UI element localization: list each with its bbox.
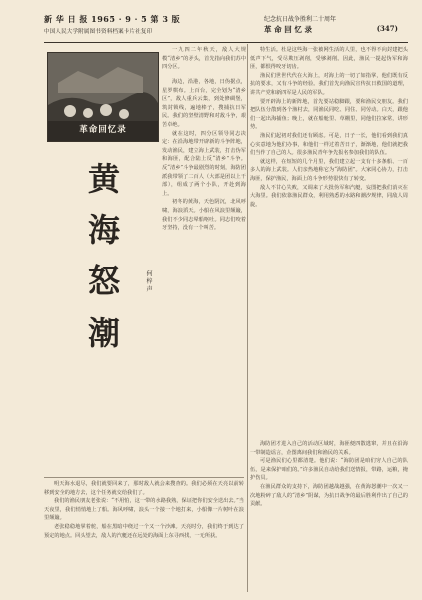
masthead: 新 华 日 报 1965 · 9 · 5 第 3 版: [44, 14, 181, 24]
masthead-subline: 中国人民大学附属图书资料档案卡片社复印: [44, 29, 153, 35]
header-left: [44, 14, 244, 35]
paragraph: 我们的渔民朋友老张说：“不用怕，这一带的水路我熟，保证把你们安全送出去。”当天夜里，我们悄悄地上了船。海风呼啸，浪头一个接一个地打来，小船像一片树叶在浪里颠簸。: [44, 498, 244, 522]
paragraph: 就在这时，四分区领导同志决定：在沿海地带开辟新的斗争阵地，发动渔民，建立海上武装，打击伪军和海匪，配合陆上反“清乡”斗争。反“清乡”斗争最剧烈的时刻，海防团派我带领了二百人（大部是团以上干部），组成了两个小队，开赴到海上。: [162, 130, 246, 197]
paragraph: 一九四二年秋天，敌人大规模“清乡”的矛头，首先指向我们苏中四分区。: [162, 47, 246, 71]
paragraph: 敌人不甘心失败，又调来了大批伪军和汽艇，妄图把我们消灭在大海里。我们依靠渔民群众，利用熟悉的水路和潮汐规律，同敌人周旋。: [250, 184, 408, 208]
paragraph: 初冬的黄海，天色阴沉，北风呼啸，海浪滔天。小船在风浪里颠簸，我们不少同志晕船呕吐。同志们咬着牙坚持，没有一个叫苦。: [162, 199, 246, 232]
title-char: 黄: [87, 160, 120, 198]
paragraph: 要开辟海上的新阵地，首先要站稳脚跟，要和渔民交朋友。我们把队伍分散到各个渔村去，同渔民同吃、同住、同劳动。白天，跟他们一起出海捕鱼；晚上，就在船舱里、草棚里，同他们拉家常，讲形势。: [250, 98, 408, 131]
header-artwork: [47, 52, 159, 142]
header-right: [264, 14, 404, 35]
title-char: 海: [87, 211, 120, 250]
title-char: 怒: [87, 262, 120, 301]
paragraph: 就这样，在短短的几个月里，我们建立起一支有十多条船、一百多人的海上武装。人们亲热地称它为“海防团”。大家同心协力，打击海匪，保护渔民，海面上的斗争形势很快有了转变。: [250, 158, 408, 182]
column-4: [250, 440, 408, 590]
paragraph: 海边，沿港，各地，日伪据点，星罗棋布。上百台，完全划为“清乡区”，敌人重兵云集，到处修碉堡，筑封锁线，遍地棒子，搜捕抗日军民。我们的坚壁清野和对敌斗争，艰苦卓绝。: [162, 79, 246, 128]
article-author: 何 梓 声: [145, 270, 152, 292]
article-title-block: [50, 150, 150, 475]
column-1: [162, 78, 246, 476]
column-3: [44, 480, 244, 590]
paragraph: 渔民们起初对我们还有顾虑。可是，日子一长，他们看到我们真心实意地为他们办事，和他们一样过着苦日子，渐渐地，他们就把我们当作了自己的人。很多渔民青年争先报名参加我们的队伍。: [250, 132, 408, 157]
title-char: 潮: [87, 313, 120, 352]
paragraph: 明天海水退尽，我们就要回来了，那时敌人就会来搜查的。我们必须在天亮以前转移到安全的地方去，这个任务就交给我们了。: [44, 481, 244, 496]
paragraph: 特生活。杜是这些海一张被网生活的人里，也不得不向封建把头低声下气，受尽欺压剥削，受够剥削。因此，渔民一提起伪军和海匪，都恨得咬牙切齿。: [250, 47, 408, 71]
paragraph: 海防团才进入自己的活动区域时，海匪便四散逃窜，并且在沿海一带制造谣言，企图离间我们和渔民的关系。: [250, 441, 408, 456]
series-title: 革 命 回 忆 录: [264, 25, 312, 34]
column-divider: [247, 44, 248, 592]
column-2: [250, 46, 408, 436]
header-rule: [44, 42, 408, 43]
column-1-intro: [162, 46, 246, 76]
paragraph: 渔民们世世代代在大海上，对海上的一切了如指掌，他们既有反抗的要求，又有斗争的经验。我们首先向渔民宣传抗日救国的道理，讲共产党和新四军是人民的军队。: [250, 72, 408, 96]
article-title: [84, 154, 124, 359]
artwork-label: 革命回忆录: [79, 125, 127, 135]
page-number: (347): [376, 24, 398, 33]
section-divider: [44, 477, 244, 478]
series-line: 纪念抗日战争胜利二十周年: [264, 16, 337, 23]
paragraph: 在渔民群众的支持下，海防团越战越强，在黄海怒潮中一次又一次地粉碎了敌人的“清乡”阴谋，为抗日战争的最后胜利作出了自己的贡献。: [250, 483, 408, 508]
paragraph: 老张稳稳地掌着舵，船在黑暗中绕过一个又一个沙滩。天亮时分，我们终于到达了预定的地点。回头望去，敌人的汽艇还在远处的海面上东寻西找，一无所获。: [44, 523, 244, 539]
paragraph: 可是渔民们心里都清楚。他们说：“海防团是咱们穷人自己的队伍，是来保护咱们的。”许多渔民自动给我们送情报，带路，运粮，掩护伤员。: [250, 458, 408, 482]
